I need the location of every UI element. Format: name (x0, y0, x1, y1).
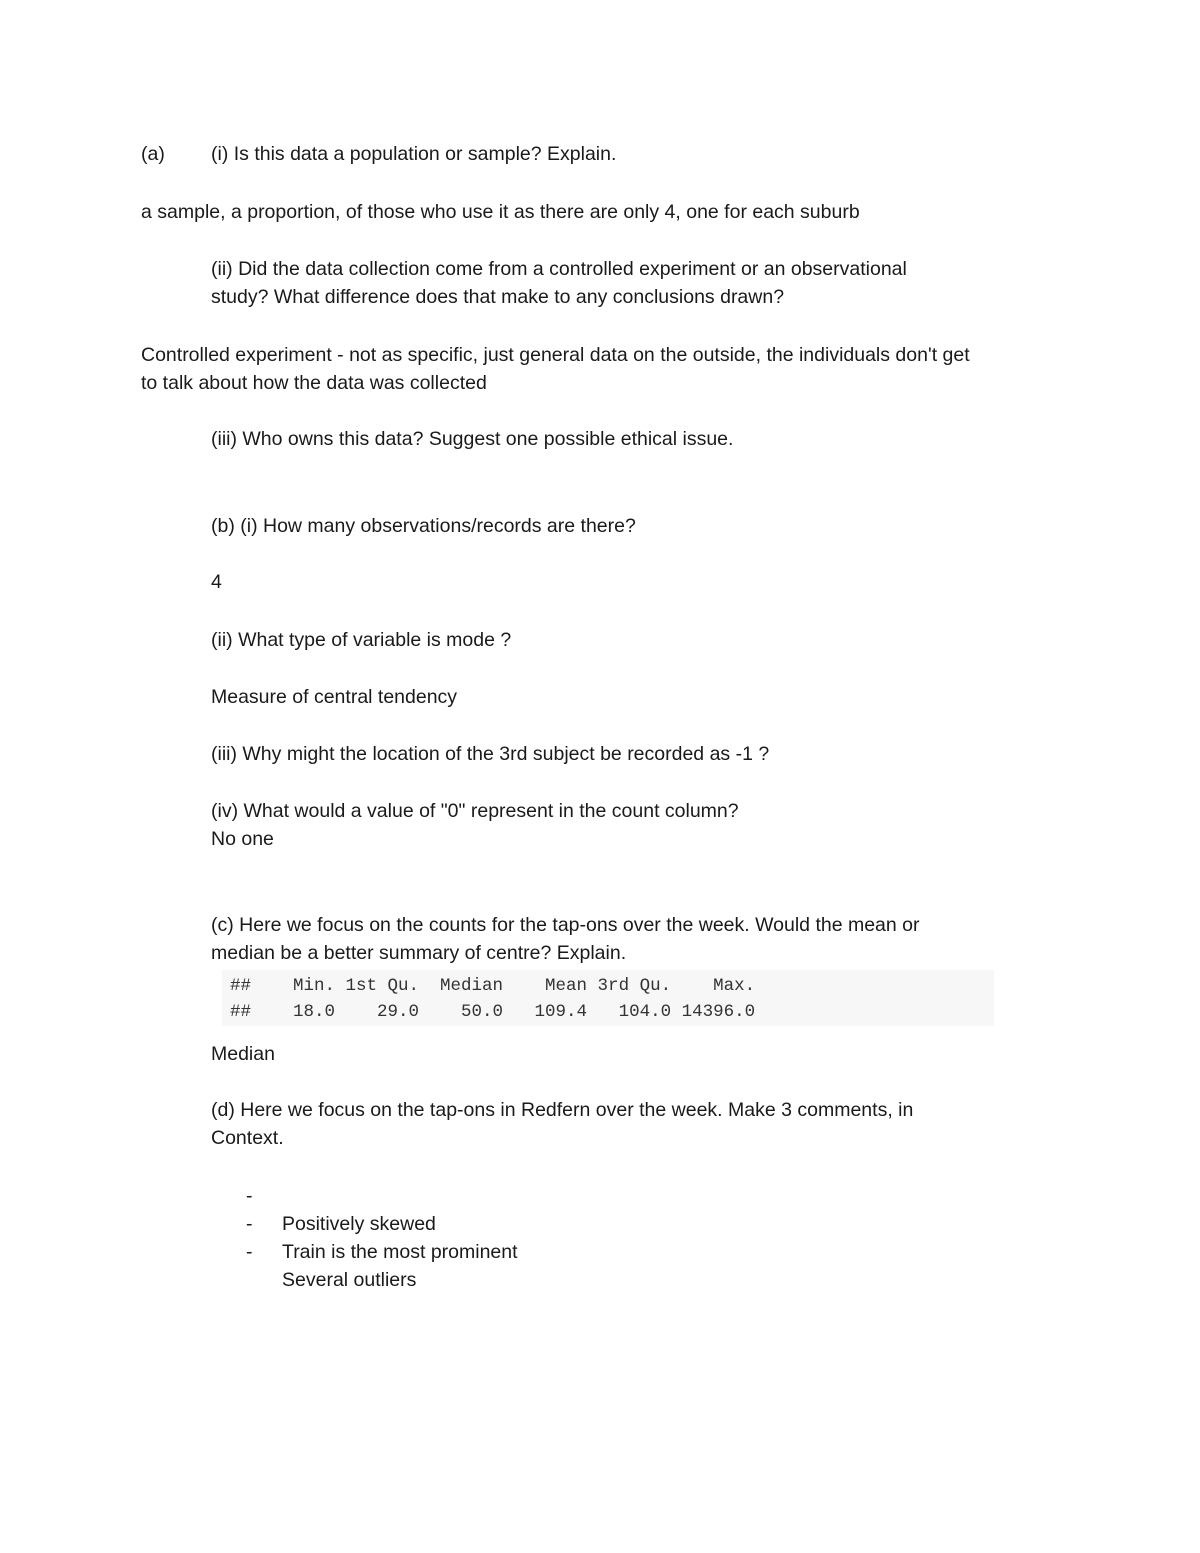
question-b-iii: (iii) Why might the location of the 3rd subject be recorded as -1 ? (211, 743, 770, 765)
answer-c: Median (211, 1043, 275, 1065)
summary-code-block (222, 970, 994, 1026)
answer-b-i: 4 (211, 571, 222, 593)
summary-values-row: ## 18.0 29.0 50.0 109.4 104.0 14396.0 (230, 1002, 756, 1022)
answer-a-ii-line1: Controlled experiment - not as specific, just general data on the outside, the individuals don't get (141, 344, 970, 366)
question-a-i: (i) Is this data a population or sample? Explain. (211, 143, 617, 165)
question-a-ii-line1: (ii) Did the data collection come from a controlled experiment or an observational (211, 258, 907, 280)
list-item-text: Train is the most prominent (282, 1241, 518, 1263)
question-d-line1: (d) Here we focus on the tap-ons in Redfern over the week. Make 3 comments, in (211, 1099, 914, 1121)
bullet-dash: - (246, 1213, 253, 1235)
question-c-line2: median be a better summary of centre? Explain. (211, 942, 627, 964)
question-b-ii: (ii) What type of variable is mode ? (211, 629, 512, 651)
part-a-label: (a) (141, 143, 165, 165)
question-b-iv: (iv) What would a value of "0" represent in the count column? (211, 800, 739, 822)
answer-b-ii: Measure of central tendency (211, 686, 458, 708)
bullet-dash: - (246, 1241, 253, 1263)
question-c-line1: (c) Here we focus on the counts for the tap-ons over the week. Would the mean or (211, 914, 920, 936)
list-item-text: Several outliers (282, 1269, 417, 1291)
question-b-i: (b) (i) How many observations/records are there? (211, 515, 636, 537)
answer-a-i: a sample, a proportion, of those who use it as there are only 4, one for each suburb (141, 201, 860, 223)
question-d-line2: Context. (211, 1127, 284, 1149)
question-a-ii-line2: study? What difference does that make to any conclusions drawn? (211, 286, 785, 308)
answer-b-iv: No one (211, 828, 274, 850)
question-a-iii: (iii) Who owns this data? Suggest one possible ethical issue. (211, 428, 734, 450)
summary-header-row: ## Min. 1st Qu. Median Mean 3rd Qu. Max. (230, 976, 756, 996)
bullet-dash: - (246, 1185, 253, 1207)
list-item-text: Positively skewed (282, 1213, 436, 1235)
answer-a-ii-line2: to talk about how the data was collected (141, 372, 487, 394)
